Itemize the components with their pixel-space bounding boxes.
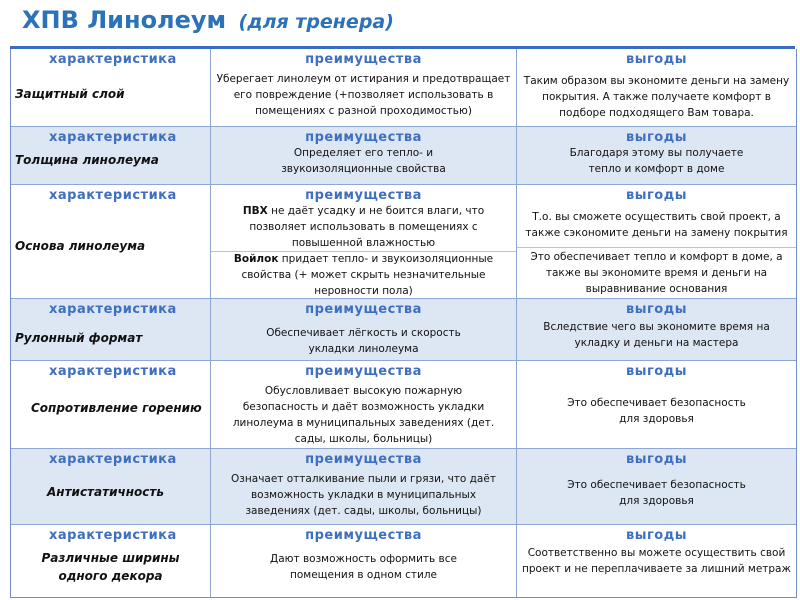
title-bar xyxy=(0,0,800,46)
characteristic-cell xyxy=(11,525,211,597)
characteristic-header: характеристика xyxy=(49,452,177,467)
benefit-text: Т.о. вы сможете осуществить свой проект, а также сэкономите деньги на замену покрытия xyxy=(525,211,788,239)
advantage-cell xyxy=(211,49,517,126)
benefit-text: Благодаря этому вы получаете тепло и комфорт в доме xyxy=(569,147,744,175)
advantages-header: преимущества xyxy=(305,364,422,379)
characteristic-header: характеристика xyxy=(49,364,177,379)
advantages-header: преимущества xyxy=(305,188,422,203)
advantages-header: преимущества xyxy=(305,302,422,317)
benefit-cell xyxy=(517,525,796,597)
characteristic-header: характеристика xyxy=(49,188,177,203)
characteristic-label: Различные ширины одного декора xyxy=(41,551,180,583)
benefit-text: Таким образом вы экономите деньги на замену покрытия. А также получаете комфорт в подборе подходящего Вам товара. xyxy=(523,75,790,119)
title-main: ХПВ Линолеум xyxy=(22,6,227,34)
characteristic-label: Антистатичность xyxy=(47,485,164,499)
advantage-text-pvc: ПВХ не даёт усадку и не боится влаги, что позволяет использовать в помещениях с повышенной влажностью xyxy=(242,205,485,249)
advantages-header: преимущества xyxy=(305,528,422,543)
advantages-header: преимущества xyxy=(305,52,422,67)
characteristic-label: Рулонный формат xyxy=(15,331,143,345)
characteristic-cell xyxy=(11,185,211,298)
page-title xyxy=(22,6,394,34)
characteristic-header: характеристика xyxy=(49,302,177,317)
table-row xyxy=(11,49,796,127)
advantage-cell xyxy=(211,449,517,524)
characteristic-cell xyxy=(11,449,211,524)
advantage-text: Уберегает линолеум от истирания и предотвращает его повреждение (+позволяет использовать в помещениях с разной проходимостью) xyxy=(216,73,511,117)
characteristic-label: Толщина линолеума xyxy=(15,153,159,167)
benefit-cell xyxy=(517,49,796,126)
characteristic-label: Основа линолеума xyxy=(15,239,146,253)
benefits-header: выгоды xyxy=(626,302,687,317)
inner-divider xyxy=(517,247,796,248)
advantage-cell xyxy=(211,185,517,298)
benefits-header: выгоды xyxy=(626,364,687,379)
advantage-text: Обеспечивает лёгкость и скорость укладки линолеума xyxy=(266,327,461,355)
characteristic-header: характеристика xyxy=(49,52,177,67)
benefit-text: Вследствие чего вы экономите время на укладку и деньги на мастера xyxy=(543,321,770,349)
benefit-cell xyxy=(517,299,796,360)
benefits-header: выгоды xyxy=(626,130,687,145)
benefits-header: выгоды xyxy=(626,528,687,543)
benefits-header: выгоды xyxy=(626,188,687,203)
characteristic-label: Сопротивление горению xyxy=(31,401,202,415)
advantage-cell xyxy=(211,361,517,448)
linoleum-table xyxy=(10,49,797,598)
benefit-cell xyxy=(517,361,796,448)
benefit-cell xyxy=(517,185,796,298)
benefit-cell xyxy=(517,449,796,524)
benefit-text: Соответственно вы можете осуществить свой проект и не переплачиваете за лишний метраж xyxy=(522,547,791,575)
benefit-cell xyxy=(517,127,796,184)
advantages-header: преимущества xyxy=(305,452,422,467)
benefit-text: Это обеспечивает тепло и комфорт в доме, а также вы экономите время и деньги на выравнивание основания xyxy=(530,251,783,295)
table-row xyxy=(11,449,796,525)
characteristic-header: характеристика xyxy=(49,130,177,145)
characteristic-cell xyxy=(11,361,211,448)
benefit-text: Это обеспечивает безопасность для здоровья xyxy=(567,479,746,507)
advantage-text-felt: Войлок придает тепло- и звукоизоляционные свойства (+ может скрыть незначительные неровности пола) xyxy=(233,253,494,297)
advantage-text: Дают возможность оформить все помещения в одном стиле xyxy=(270,553,457,581)
advantage-text: Означает отталкивание пыли и грязи, что даёт возможность укладки в муниципальных заведениях (дет. сады, школы, больницы) xyxy=(231,473,496,517)
table-row xyxy=(11,299,796,361)
characteristic-label: Защитный слой xyxy=(15,87,125,101)
table-row xyxy=(11,185,796,299)
characteristic-cell xyxy=(11,49,211,126)
table-row xyxy=(11,361,796,449)
table-row xyxy=(11,127,796,185)
advantage-text: Обусловливает высокую пожарную безопасность и даёт возможность укладки линолеума в муниципальных заведениях (дет. сады, школы, больницы) xyxy=(232,385,495,445)
advantage-text: Определяет его тепло- и звукоизоляционные свойства xyxy=(281,147,446,175)
advantages-header: преимущества xyxy=(305,130,422,145)
benefit-text: Это обеспечивает безопасность для здоровья xyxy=(567,397,746,425)
advantage-cell xyxy=(211,299,517,360)
benefits-header: выгоды xyxy=(626,452,687,467)
benefits-header: выгоды xyxy=(626,52,687,67)
characteristic-cell xyxy=(11,127,211,184)
title-subtitle: (для тренера) xyxy=(238,11,394,33)
advantage-cell xyxy=(211,525,517,597)
table-row xyxy=(11,525,796,597)
characteristic-header: характеристика xyxy=(49,528,177,543)
characteristic-cell xyxy=(11,299,211,360)
advantage-cell xyxy=(211,127,517,184)
